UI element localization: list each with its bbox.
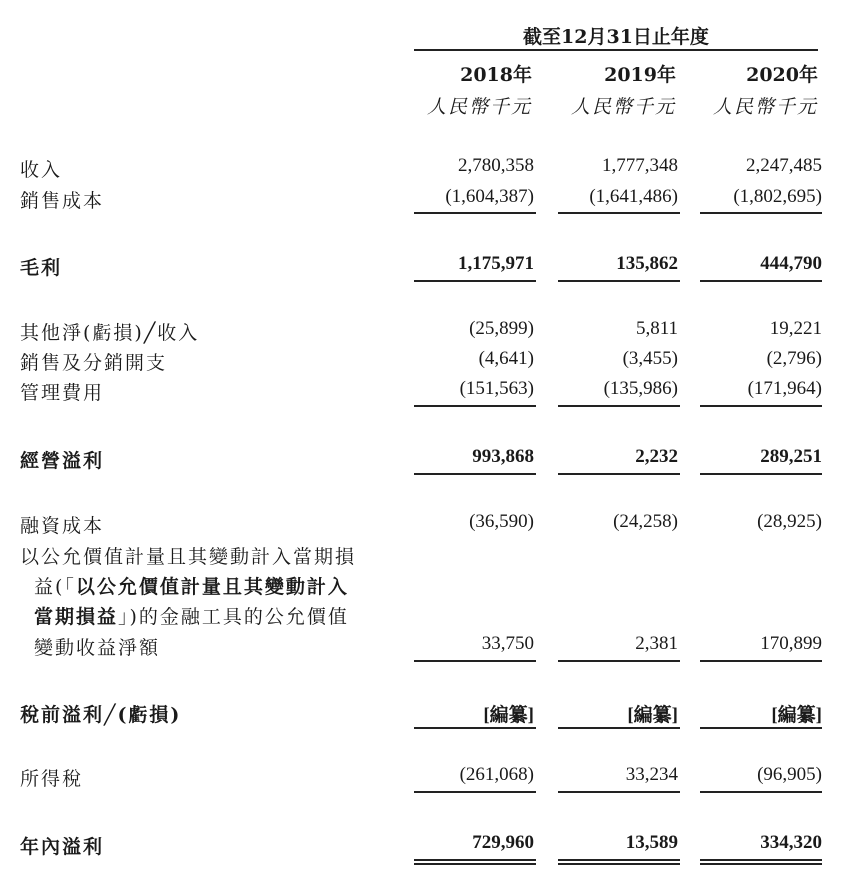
cell-finance-cost-2018: (36,590) — [469, 511, 534, 532]
rule — [558, 727, 680, 729]
rule — [700, 405, 822, 407]
cell-revenue-2019: 1,777,348 — [602, 155, 678, 176]
cell-profit-year-2019: 13,589 — [625, 832, 678, 853]
row-label-operating-profit: 經營溢利 — [20, 450, 105, 472]
cell-admin-2020: (171,964) — [747, 378, 822, 399]
year-2018: 2018年 — [460, 64, 532, 86]
row-label-fvtpl-line2 — [34, 572, 349, 599]
cell-admin-2019: (135,986) — [603, 378, 678, 399]
rule — [414, 473, 536, 475]
cell-revenue-2020: 2,247,485 — [746, 155, 822, 176]
cell-profit-year-2020: 334,320 — [760, 832, 822, 853]
rule — [414, 280, 536, 282]
row-label-fvtpl-line4: 變動收益淨額 — [34, 637, 161, 659]
cell-operating-profit-2018: 993,868 — [472, 446, 534, 467]
cell-selling-2018: (4,641) — [478, 348, 534, 369]
rule — [414, 791, 536, 793]
cell-gross-profit-2020: 444,790 — [760, 253, 822, 274]
rule — [414, 660, 536, 662]
year-2019: 2019年 — [604, 64, 676, 86]
rule — [700, 727, 822, 729]
cell-operating-profit-2020: 289,251 — [760, 446, 822, 467]
cell-finance-cost-2019: (24,258) — [613, 511, 678, 532]
period-header: 截至12月31日止年度 — [523, 26, 709, 48]
fvtpl-line2a: 益(「 — [34, 576, 76, 598]
cell-income-tax-2020: (96,905) — [757, 764, 822, 785]
row-label-selling: 銷售及分銷開支 — [20, 352, 168, 374]
rule — [700, 280, 822, 282]
cell-revenue-2018: 2,780,358 — [458, 155, 534, 176]
year-2020: 2020年 — [746, 64, 818, 86]
row-label-fvtpl-line3 — [34, 602, 349, 629]
fvtpl-line2b: 以公允價值計量且其變動計入 — [75, 576, 349, 598]
rule — [558, 212, 680, 214]
row-label-profit-for-year: 年內溢利 — [20, 836, 105, 858]
rule — [414, 859, 536, 861]
rule — [700, 212, 822, 214]
row-label-profit-before-tax: 稅前溢利╱(虧損) — [20, 704, 182, 726]
rule — [700, 791, 822, 793]
double-rule — [700, 863, 822, 865]
rule — [414, 212, 536, 214]
header-rule — [414, 49, 818, 51]
rule — [558, 473, 680, 475]
fvtpl-line3a: 當期損益 — [34, 606, 119, 628]
cell-pbt-2019: [編纂] — [627, 705, 678, 726]
cell-finance-cost-2020: (28,925) — [757, 511, 822, 532]
rule — [700, 859, 822, 861]
double-rule — [414, 863, 536, 865]
rule — [558, 405, 680, 407]
double-rule — [558, 863, 680, 865]
cell-selling-2020: (2,796) — [766, 348, 822, 369]
rule — [414, 727, 536, 729]
currency-2018: 人民幣千元 — [426, 96, 532, 118]
rule — [414, 405, 536, 407]
currency-2019: 人民幣千元 — [570, 96, 676, 118]
cell-cost-of-sales-2018: (1,604,387) — [445, 186, 534, 207]
cell-pbt-2020: [編纂] — [771, 705, 822, 726]
rule — [558, 859, 680, 861]
row-label-fvtpl-line1: 以公允價值計量且其變動計入當期損 — [20, 546, 357, 568]
rule — [700, 473, 822, 475]
cell-selling-2019: (3,455) — [622, 348, 678, 369]
row-label-income-tax: 所得稅 — [20, 768, 84, 790]
cell-other-net-2018: (25,899) — [469, 318, 534, 339]
cell-fvtpl-2018: 33,750 — [481, 633, 534, 654]
cell-gross-profit-2018: 1,175,971 — [458, 253, 534, 274]
row-label-gross-profit: 毛利 — [20, 257, 63, 279]
fvtpl-line3b: 」)的金融工具的公允價值 — [118, 606, 349, 628]
cell-fvtpl-2020: 170,899 — [760, 633, 822, 654]
rule — [558, 660, 680, 662]
row-label-revenue: 收入 — [20, 159, 63, 181]
cell-gross-profit-2019: 135,862 — [616, 253, 678, 274]
cell-admin-2018: (151,563) — [459, 378, 534, 399]
currency-2020: 人民幣千元 — [712, 96, 818, 118]
cell-operating-profit-2019: 2,232 — [635, 446, 678, 467]
row-label-other-net: 其他淨(虧損)╱收入 — [20, 322, 200, 344]
row-label-cost-of-sales: 銷售成本 — [20, 190, 105, 212]
cell-income-tax-2018: (261,068) — [459, 764, 534, 785]
cell-profit-year-2018: 729,960 — [472, 832, 534, 853]
cell-other-net-2019: 5,811 — [635, 318, 678, 339]
cell-fvtpl-2019: 2,381 — [635, 633, 678, 654]
row-label-admin: 管理費用 — [20, 382, 105, 404]
cell-cost-of-sales-2020: (1,802,695) — [733, 186, 822, 207]
rule — [558, 280, 680, 282]
cell-pbt-2018: [編纂] — [483, 705, 534, 726]
row-label-finance-cost: 融資成本 — [20, 515, 105, 537]
cell-other-net-2020: 19,221 — [769, 318, 822, 339]
cell-cost-of-sales-2019: (1,641,486) — [589, 186, 678, 207]
cell-income-tax-2019: 33,234 — [625, 764, 678, 785]
rule — [558, 791, 680, 793]
rule — [700, 660, 822, 662]
